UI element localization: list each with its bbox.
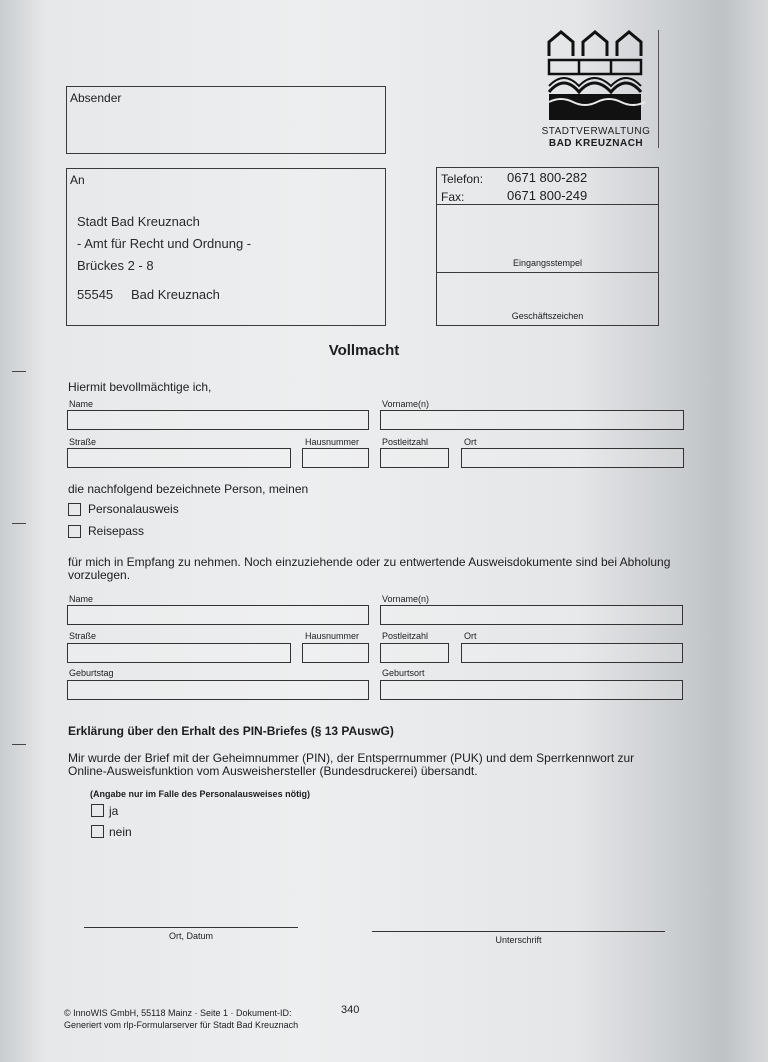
authorizer-zip-input[interactable]: [380, 448, 449, 468]
fold-mark-2: [12, 523, 26, 524]
recipient-department: - Amt für Recht und Ordnung -: [77, 236, 252, 251]
phone-value: 0671 800-282: [507, 170, 588, 185]
option-reisepass-label: Reisepass: [88, 524, 145, 538]
option-personalausweis-label: Personalausweis: [88, 502, 179, 516]
fax-label: Fax:: [441, 190, 465, 204]
authorizer-firstname-input[interactable]: [380, 410, 684, 430]
place-date-label: Ort, Datum: [168, 931, 213, 941]
pin-text: Mir wurde der Brief mit der Geheimnummer (PIN), der Entsperrnummer (PUK) und dem Sperrkennwort zur Online-Ausweisfunktion vom Ausweishersteller (Bundesdruckerei) übersandt.: [68, 751, 635, 778]
page-title: Vollmacht: [328, 342, 400, 359]
fax-value: 0671 800-249: [507, 188, 588, 203]
authorized-housenumber-label: Hausnummer: [305, 631, 360, 641]
authorizer-housenumber-label: Hausnummer: [305, 437, 360, 447]
authorized-birthday-label: Geburtstag: [69, 668, 114, 678]
authorized-street-input[interactable]: [67, 643, 291, 663]
authorized-firstname-input[interactable]: [380, 605, 683, 625]
authorizer-city-label: Ort: [464, 437, 477, 447]
authorizer-street-input[interactable]: [67, 448, 291, 468]
reference-label: Geschäftszeichen: [511, 311, 584, 321]
authorized-name-input[interactable]: [67, 605, 369, 625]
authorized-zip-label: Postleitzahl: [382, 631, 429, 641]
sender-label: Absender: [70, 91, 122, 105]
logo-line2: BAD KREUZNACH: [548, 138, 644, 149]
authorizer-name-label: Name: [69, 399, 94, 409]
recipient-city: Bad Kreuznach: [131, 287, 220, 302]
sender-box[interactable]: [66, 86, 386, 154]
authorizer-housenumber-input[interactable]: [302, 448, 369, 468]
checkbox-reisepass[interactable]: [68, 525, 81, 538]
logo-divider: [658, 30, 659, 148]
authorizer-name-input[interactable]: [67, 410, 369, 430]
place-date-line[interactable]: [84, 927, 298, 928]
city-logo-icon: [547, 30, 647, 126]
pin-note: (Angabe nur im Falle des Personalausweises nötig): [90, 789, 311, 799]
collection-text: für mich in Empfang zu nehmen. Noch einzuziehende oder zu entwertende Ausweisdokumente sind bei Abholung vorzulegen.: [68, 555, 671, 582]
authorizer-intro: Hiermit bevollmächtige ich,: [68, 380, 212, 394]
recipient-zip: 55545: [77, 287, 114, 302]
authorized-firstname-label: Vorname(n): [382, 594, 430, 604]
checkbox-personalausweis[interactable]: [68, 503, 81, 516]
recipient-box: [66, 168, 386, 326]
city-logo: [541, 30, 657, 149]
authorized-birthday-input[interactable]: [67, 680, 369, 700]
recipient-street: Brückes 2 - 8: [77, 258, 154, 273]
authorized-city-input[interactable]: [461, 643, 683, 663]
purpose-text: die nachfolgend bezeichnete Person, meinen: [68, 482, 309, 496]
checkbox-pin-no[interactable]: [91, 825, 104, 838]
authorizer-firstname-label: Vorname(n): [382, 399, 430, 409]
stamp-label: Eingangsstempel: [512, 258, 583, 268]
signature-line[interactable]: [372, 931, 665, 932]
pin-no-label: nein: [109, 825, 132, 839]
authorized-street-label: Straße: [69, 631, 97, 641]
authorizer-city-input[interactable]: [461, 448, 684, 468]
authorized-zip-input[interactable]: [380, 643, 449, 663]
footer-line1: © InnoWIS GmbH, 55118 Mainz · Seite 1 · Dokument-ID:: [64, 1008, 292, 1018]
authorized-city-label: Ort: [464, 631, 477, 641]
authorized-birthplace-input[interactable]: [380, 680, 683, 700]
fold-mark-3: [12, 744, 26, 745]
contact-box: [436, 167, 659, 326]
pin-yes-label: ja: [109, 804, 119, 818]
authorized-housenumber-input[interactable]: [302, 643, 369, 663]
recipient-name: Stadt Bad Kreuznach: [77, 214, 200, 229]
footer-line2: Generiert vom rlp-Formularserver für Stadt Bad Kreuznach: [64, 1020, 299, 1030]
recipient-label: An: [70, 173, 85, 187]
authorizer-zip-label: Postleitzahl: [382, 437, 429, 447]
authorizer-street-label: Straße: [69, 437, 97, 447]
checkbox-pin-yes[interactable]: [91, 804, 104, 817]
signature-label: Unterschrift: [495, 935, 542, 945]
pin-heading: Erklärung über den Erhalt des PIN-Briefes (§ 13 PAuswG): [68, 724, 394, 738]
logo-line1: STADTVERWALTUNG: [541, 126, 651, 137]
authorized-birthplace-label: Geburtsort: [382, 668, 425, 678]
phone-label: Telefon:: [441, 172, 484, 186]
contact-divider-2: [437, 272, 658, 273]
fold-mark-1: [12, 371, 26, 372]
contact-divider-1: [437, 204, 658, 205]
footer-doc-id: 340: [341, 1004, 360, 1016]
authorized-name-label: Name: [69, 594, 94, 604]
